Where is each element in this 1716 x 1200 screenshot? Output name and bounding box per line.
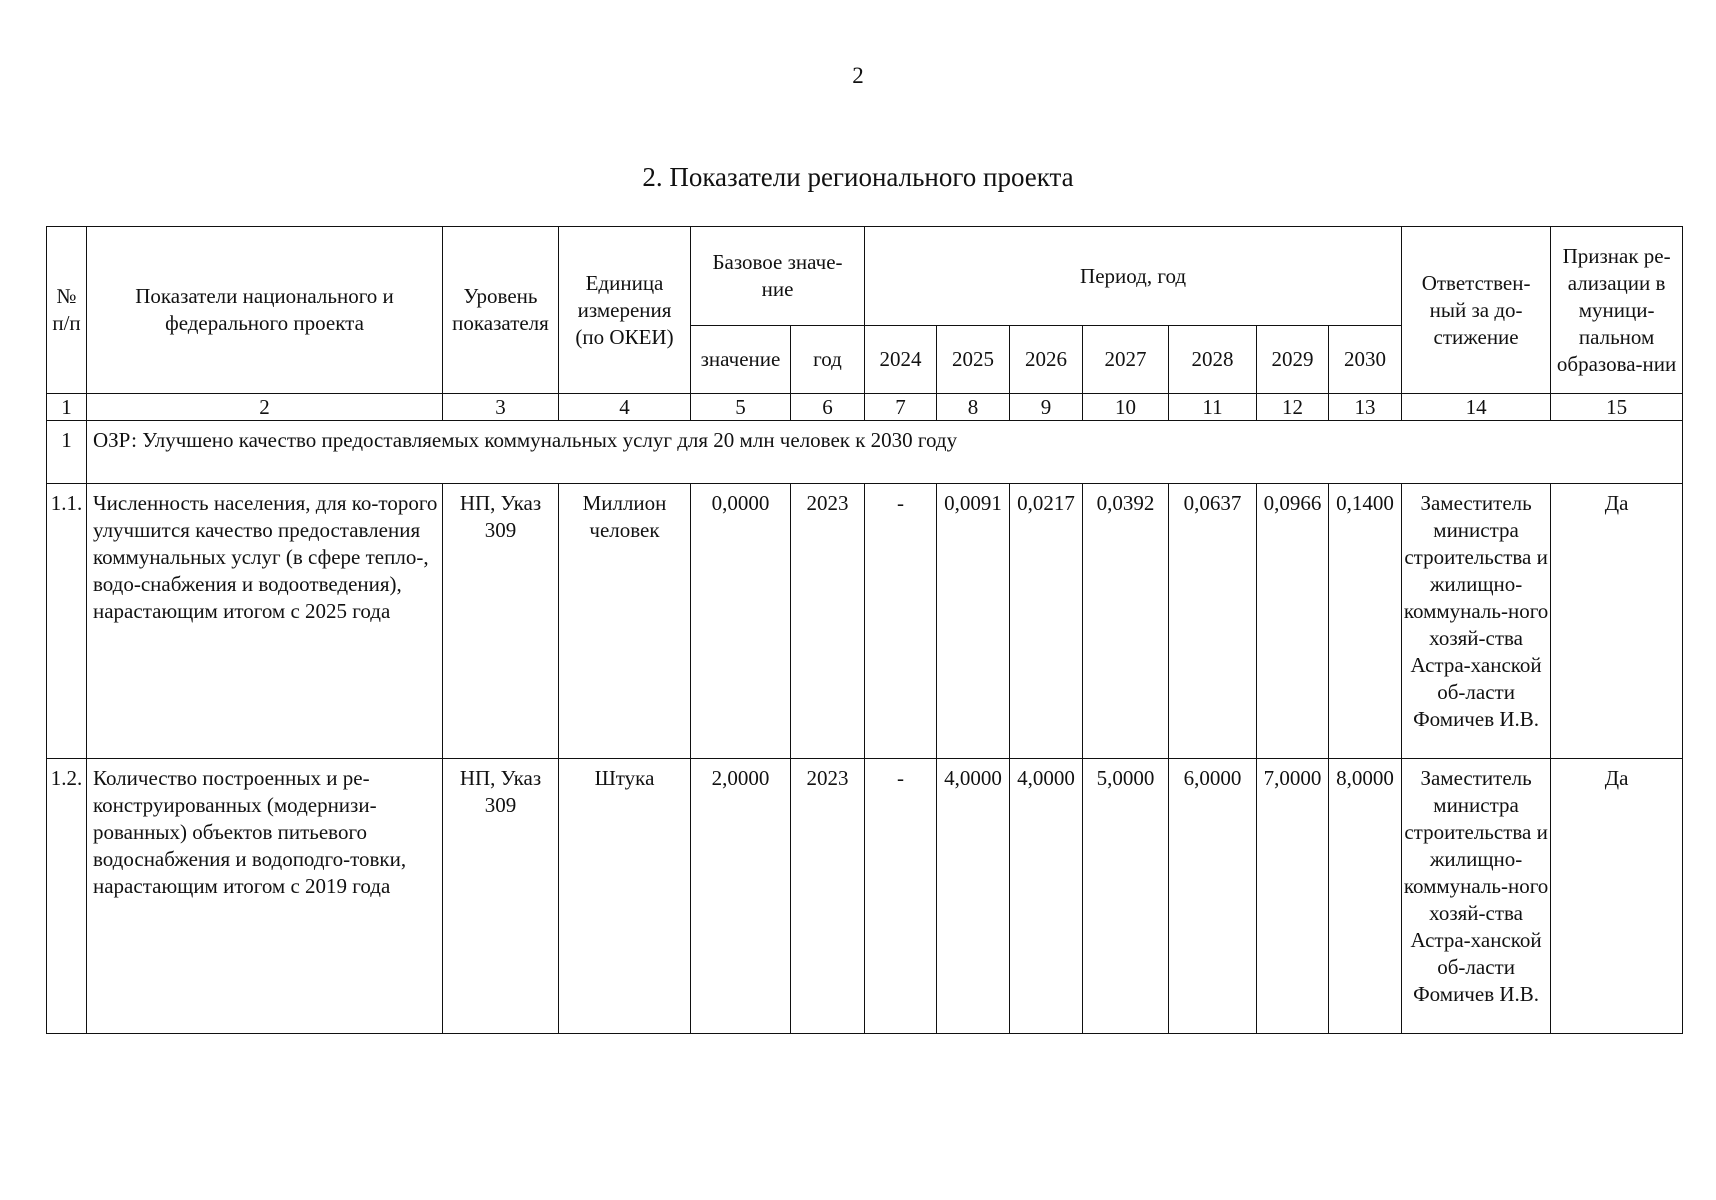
column-number: 2 (87, 394, 443, 421)
column-number: 10 (1083, 394, 1169, 421)
goal-row (47, 421, 1683, 484)
header-base-value: значение (691, 326, 791, 394)
row-number: 1.2. (47, 759, 87, 1034)
municipal-flag: Да (1551, 759, 1683, 1034)
header-unit: Единица измерения (по ОКЕИ) (559, 227, 691, 394)
column-number: 1 (47, 394, 87, 421)
responsible-person: Заместитель министра строительства и жилищно-коммуналь-ного хозяй-ства Астра-ханской об-ласти Фомичев И.В. (1402, 484, 1551, 759)
header-level: Уровень показателя (443, 227, 559, 394)
indicators-table (46, 226, 1683, 1034)
table-row (47, 759, 1683, 1034)
header-num: № п/п (47, 227, 87, 394)
responsible-person: Заместитель министра строительства и жилищно-коммуналь-ного хозяй-ства Астра-ханской об-ласти Фомичев И.В. (1402, 759, 1551, 1034)
row-number: 1.1. (47, 484, 87, 759)
header-year: 2029 (1257, 326, 1329, 394)
column-number: 9 (1010, 394, 1083, 421)
header-year: 2026 (1010, 326, 1083, 394)
goal-number: 1 (47, 421, 87, 484)
year-value: - (865, 759, 937, 1034)
indicator-unit: Штука (559, 759, 691, 1034)
base-year: 2023 (791, 759, 865, 1034)
indicator-name: Численность населения, для ко-торого улучшится качество предоставления коммунальных услуг (в сфере тепло-, водо-снабжения и водоотведения), нарастающим итогом с 2025 года (87, 484, 443, 759)
column-number: 3 (443, 394, 559, 421)
header-responsible: Ответствен-ный за до-стижение (1402, 227, 1551, 394)
base-value: 2,0000 (691, 759, 791, 1034)
year-value: 5,0000 (1083, 759, 1169, 1034)
year-value: - (865, 484, 937, 759)
goal-text: ОЗР: Улучшено качество предоставляемых коммунальных услуг для 20 млн человек к 2030 году (87, 421, 1683, 484)
column-number: 8 (937, 394, 1010, 421)
column-number: 5 (691, 394, 791, 421)
column-number: 14 (1402, 394, 1551, 421)
header-year: 2025 (937, 326, 1010, 394)
indicator-name: Количество построенных и ре-конструированных (модернизи-рованных) объектов питьевого водоснабжения и водоподго-товки, нарастающим итогом с 2019 года (87, 759, 443, 1034)
year-value: 4,0000 (1010, 759, 1083, 1034)
column-number: 6 (791, 394, 865, 421)
indicator-level: НП, Указ 309 (443, 484, 559, 759)
base-value: 0,0000 (691, 484, 791, 759)
year-value: 0,0217 (1010, 484, 1083, 759)
column-number: 15 (1551, 394, 1683, 421)
indicator-unit: Миллион человек (559, 484, 691, 759)
section-title: 2. Показатели регионального проекта (642, 162, 1074, 192)
header-year: 2028 (1169, 326, 1257, 394)
year-value: 8,0000 (1329, 759, 1402, 1034)
year-value: 0,0091 (937, 484, 1010, 759)
column-number: 12 (1257, 394, 1329, 421)
year-value: 0,0637 (1169, 484, 1257, 759)
header-period: Период, год (865, 227, 1402, 326)
year-value: 4,0000 (937, 759, 1010, 1034)
header-year: 2027 (1083, 326, 1169, 394)
column-number: 11 (1169, 394, 1257, 421)
year-value: 7,0000 (1257, 759, 1329, 1034)
header-year: 2024 (865, 326, 937, 394)
municipal-flag: Да (1551, 484, 1683, 759)
header-base: Базовое значе-ние (691, 227, 865, 326)
header-year: 2030 (1329, 326, 1402, 394)
header-base-year: год (791, 326, 865, 394)
page-number: 2 (852, 63, 864, 88)
column-numbers-row (47, 394, 1683, 421)
column-number: 13 (1329, 394, 1402, 421)
year-value: 0,0966 (1257, 484, 1329, 759)
column-number: 7 (865, 394, 937, 421)
year-value: 0,0392 (1083, 484, 1169, 759)
base-year: 2023 (791, 484, 865, 759)
header-indicator-name: Показатели национального и федерального проекта (87, 227, 443, 394)
header-municipal: Признак ре-ализации в муници-пальном образова-нии (1551, 227, 1683, 394)
indicator-level: НП, Указ 309 (443, 759, 559, 1034)
year-value: 6,0000 (1169, 759, 1257, 1034)
header-row-top (47, 227, 1683, 326)
column-number: 4 (559, 394, 691, 421)
year-value: 0,1400 (1329, 484, 1402, 759)
table-row (47, 484, 1683, 759)
